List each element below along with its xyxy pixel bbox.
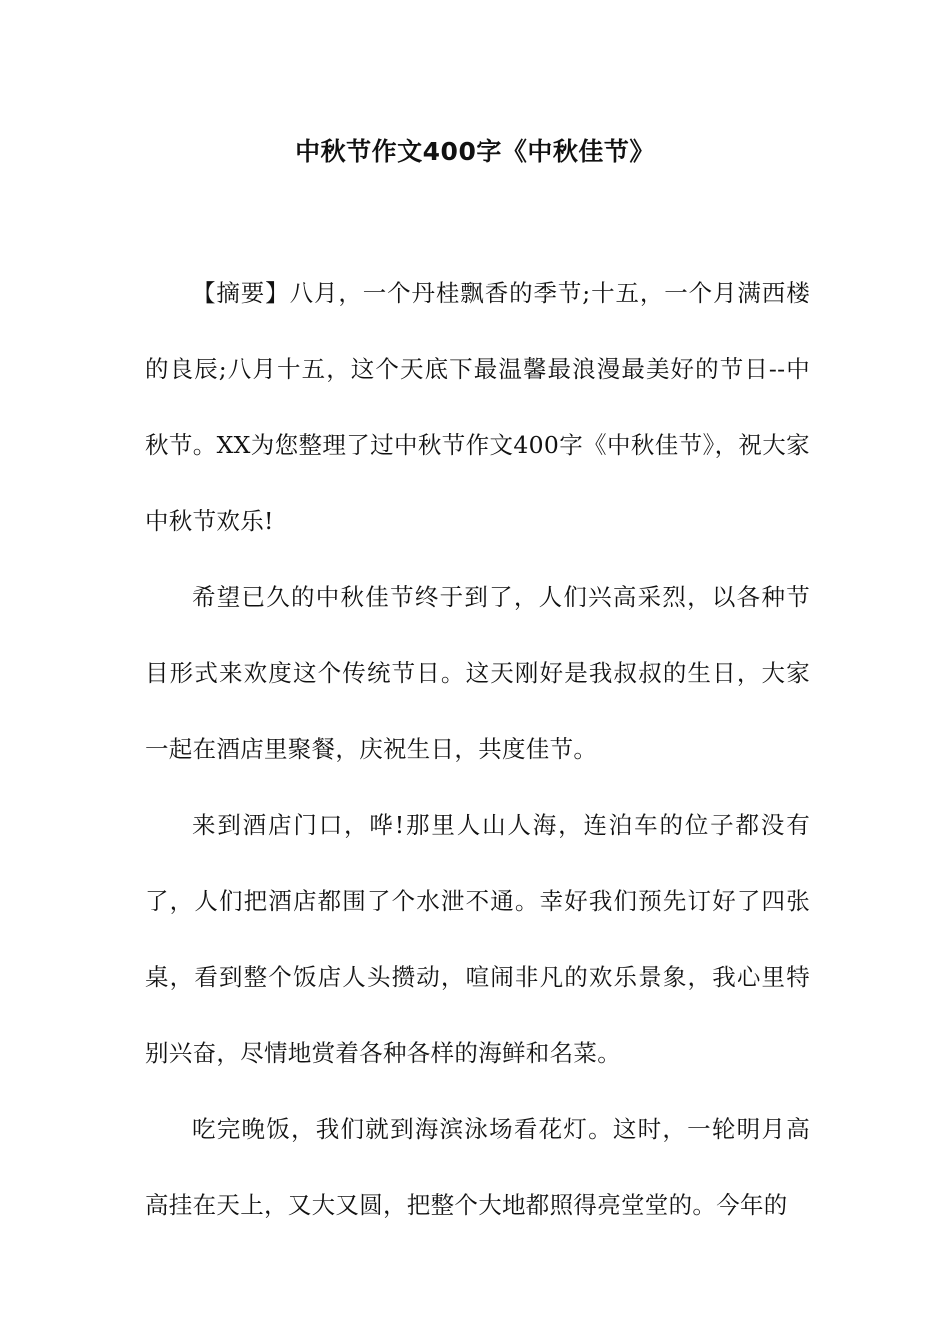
paragraph: 希望已久的中秋佳节终于到了，人们兴高采烈，以各种节目形式来欢度这个传统节日。这天刚好是我叔叔的生日，大家一起在酒店里聚餐，庆祝生日，共度佳节。 bbox=[145, 583, 810, 763]
paragraph: 吃完晚饭，我们就到海滨泳场看花灯。这时，一轮明月高高挂在天上，又大又圆，把整个大地都照得亮堂堂的。今年的 bbox=[145, 1115, 810, 1219]
paragraph: 来到酒店门口，哗!那里人山人海，连泊车的位子都没有了，人们把酒店都围了个水泄不通。幸好我们预先订好了四张桌，看到整个饭店人头攒动，喧闹非凡的欢乐景象，我心里特别兴奋，尽情地赏着各种各样的海鲜和名菜。 bbox=[145, 811, 810, 1067]
paragraph-abstract: 【摘要】八月，一个丹桂飘香的季节;十五，一个月满西楼的良辰;八月十五，这个天底下最温馨最浪漫最美好的节日--中秋节。XX为您整理了过中秋节作文400字《中秋佳节》，祝大家中秋节欢乐! bbox=[145, 279, 810, 535]
document-body bbox=[145, 255, 810, 1243]
document-title: 中秋节作文400字《中秋佳节》 bbox=[295, 137, 655, 166]
